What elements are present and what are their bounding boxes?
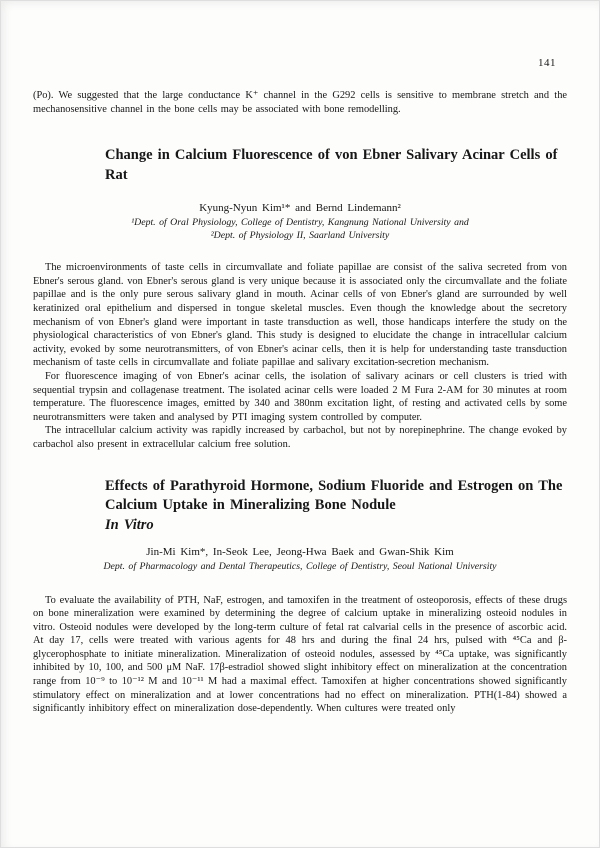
continuation-paragraph: (Po). We suggested that the large conductance K⁺ channel in the G292 cells is sensitive to membrane stretch and the mechanosensitive channel in the bone cells may be associated with bone remodelling. xyxy=(33,90,567,115)
page-number: 141 xyxy=(538,57,556,69)
abstract2-paragraph-1: To evaluate the availability of PTH, NaF, estrogen, and tamoxifen in the treatment of osteoporosis, effects of these drugs on bone mineralization were examined by determining the degree of calcium uptake in mineralizing osteoid nodules in vitro. Osteoid nodules were developed by the long-term culture of fetal rat calvarial cells in the presence of ascorbic acid. At day 17, cells were treated with various agents for 48 hrs and during the final 24 hrs, pulsed with ⁴⁵Ca and β-glycerophosphate to initiate mineralization. Mineralization of osteoid nodules, assessed by ⁴⁵Ca uptake, was significantly inhibited by 10, 100, and 500 μM NaF. 17β-estradiol showed slight inhibitory effect on mineralization at the concentration range from 10⁻⁹ to 10⁻¹² M and 10⁻¹¹ M had a maximal effect. Tamoxifen at higher concentrations showed significantly stimulatory effect on mineralization and at lower concentrations had no effect on mineralization. PTH(1-84) showed a significantly inhibitory effect on mineralization dose-dependently. When cultures were treated only xyxy=(33,594,567,715)
abstract1-affiliation-line1: ¹Dept. of Oral Physiology, College of Dentistry, Kangnung National University and xyxy=(131,217,469,229)
abstract2-affiliation: Dept. of Pharmacology and Dental Therapeutics, College of Dentistry, Seoul National University xyxy=(103,561,497,572)
abstract1-paragraph-2: For fluorescence imaging of von Ebner's acinar cells, the isolation of salivary acinars or cell clusters is tried with sequential trypsin and collagenase treatment. The isolated acinar cells were loaded 2 M Fura 2-AM for 30 minutes at room temperature. The fluorescence images, emitted by 340 and 380nm excitation light, of resting and activated cells by some neurotransmitters were taken and analysed by PTI imaging system controlled by computer. xyxy=(33,370,567,423)
abstract2-title xyxy=(105,477,567,536)
page-content xyxy=(33,0,567,716)
abstract1-authors: Kyung-Nyun Kim¹* and Bernd Lindemann² xyxy=(199,202,401,215)
abstract2-authors: Jin-Mi Kim*, In-Seok Lee, Jeong-Hwa Baek and Gwan-Shik Kim xyxy=(146,546,454,558)
abstract1-paragraph-3: The intracellular calcium activity was rapidly increased by carbachol, but not by norepinephrine. The change evoked by carbachol also present in extracellular calcium free solution. xyxy=(33,425,567,450)
abstract2-title-italic: In Vitro xyxy=(105,516,154,533)
abstract1-body xyxy=(33,261,567,451)
abstract1-paragraph-1: The microenvironments of taste cells in circumvallate and foliate papillae are consist of the saliva secreted from von Ebner's serous gland. von Ebner's serous gland is very unique because it is associated only the circumvallate and the foliate papillae and is the only pure serous salivary gland in mouth. Acinar cells of von Ebner's gland are surrounded by well keratinized oral epithelium and dispersed in tongue skeletal muscles. Even though the knowledge about the secretory mechanism of von Ebner's gland were important in taste transduction as well, those handicaps interfere the study on the physiological characteristics of von Ebner's gland. This study is designed to elucidate the change in intracellular calcium activity, evoked by some neurotransmitters, of von Ebner's acinar cells, then it is help for understanding taste transduction mechanism of taste cells in circumvallate and foliate papillae and salivary excitation-secretion mechanism. xyxy=(33,262,567,369)
abstract1-title: Change in Calcium Fluorescence of von Ebner Salivary Acinar Cells of Rat xyxy=(105,147,558,183)
abstract1-affiliations xyxy=(33,217,567,242)
abstract2-title-main: Effects of Parathyroid Hormone, Sodium Fluoride and Estrogen on The Calcium Uptake in Mineralizing Bone Nodule xyxy=(105,477,563,513)
abstract1-affiliation-line2: ²Dept. of Physiology II, Saarland University xyxy=(210,229,390,241)
continuation-section xyxy=(33,89,567,116)
abstract2-body xyxy=(33,594,567,716)
